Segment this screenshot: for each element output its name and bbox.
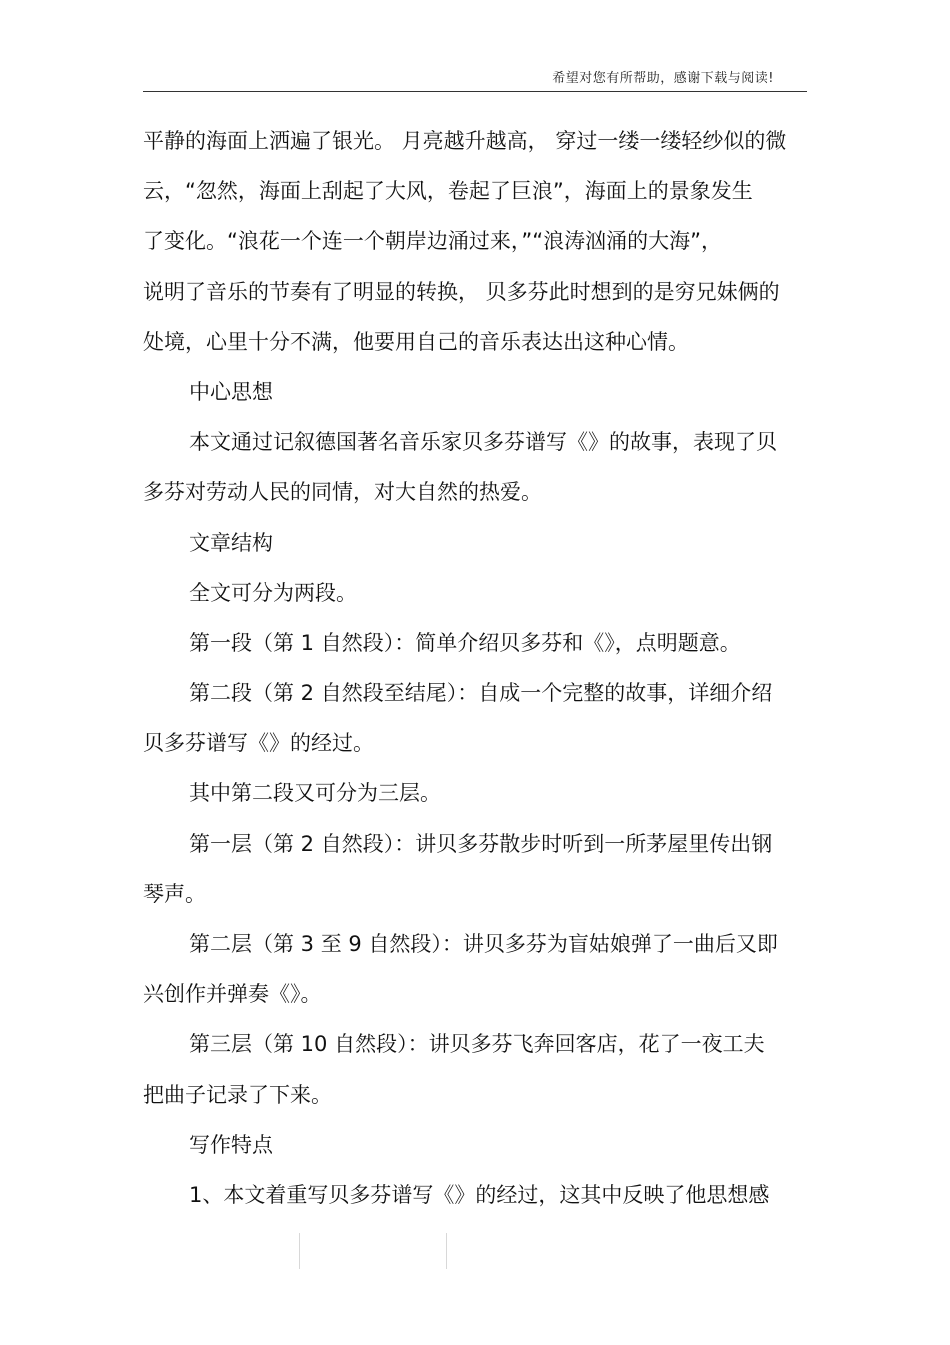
text-line: 把曲子记录了下来。 [143, 1082, 332, 1107]
text-line: 1、本文着重写贝多芬谱写《》的经过，这其中反映了他思想感 [189, 1182, 770, 1207]
footer-divider-right [446, 1233, 447, 1269]
text-line: 处境，心里十分不满，他要用自己的音乐表达出这种心情。 [143, 329, 689, 354]
text-line: 中心思想 [189, 379, 273, 404]
text-line: 贝多芬谱写《》的经过。 [143, 731, 374, 756]
text-line: 第一段（第 1 自然段）：简单介绍贝多芬和《》，点明题意。 [189, 630, 741, 655]
footer-divider-left [299, 1233, 300, 1269]
text-line: 文章结构 [189, 530, 273, 555]
text-line: 多芬对劳动人民的同情，对大自然的热爱。 [143, 480, 542, 505]
text-line: 第二段（第 2 自然段至结尾）：自成一个完整的故事，详细介绍 [189, 681, 773, 706]
text-line: 第二层（第 3 至 9 自然段）：讲贝多芬为盲姑娘弹了一曲后又即 [189, 932, 778, 956]
text-line: 了变化。“浪花一个连一个朝岸边涌过来，”“浪涛汹涌的大海”， [143, 229, 723, 254]
text-line: 琴声。 [143, 881, 206, 906]
page-header-note: 希望对您有所帮助，感谢下载与阅读! [552, 71, 774, 86]
text-line: 说明了音乐的节奏有了明显的转换， 贝多芬此时想到的是穷兄妹俩的 [143, 279, 780, 304]
text-line: 全文可分为两段。 [189, 580, 357, 605]
text-line: 第一层（第 2 自然段）：讲贝多芬散步时听到一所茅屋里传出钢 [189, 831, 773, 856]
text-line: 第三层（第 10 自然段）：讲贝多芬飞奔回客店，花了一夜工夫 [189, 1032, 765, 1057]
text-line: 本文通过记叙德国著名音乐家贝多芬谱写《》的故事，表现了贝 [189, 430, 777, 455]
text-line: 其中第二段又可分为三层。 [189, 781, 441, 806]
document-body [143, 116, 803, 1220]
text-line: 平静的海面上洒遍了银光。 月亮越升越高， 穿过一缕一缕轻纱似的微 [143, 129, 787, 153]
text-line: 云，“忽然，海面上刮起了大风，卷起了巨浪”，海面上的景象发生 [143, 179, 753, 204]
text-line: 写作特点 [189, 1132, 273, 1157]
header-divider [143, 91, 807, 92]
text-line: 兴创作并弹奏《》。 [143, 982, 322, 1007]
